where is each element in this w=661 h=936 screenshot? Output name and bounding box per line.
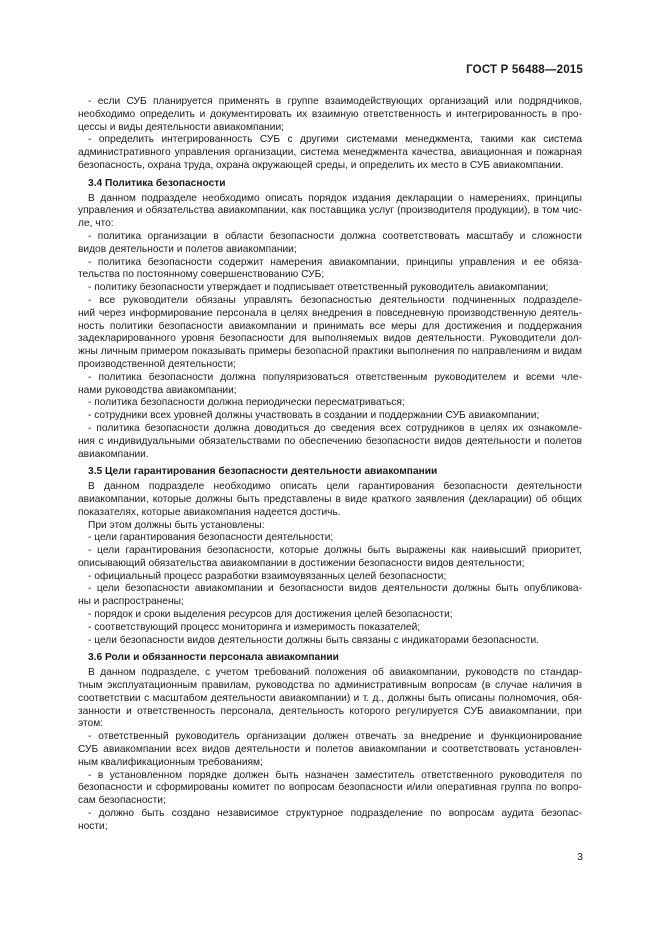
text-line: - если СУБ планируется применять в группе взаимодействующих организаций или подрядчиков,	[88, 96, 582, 107]
paragraph	[78, 770, 582, 808]
paragraph	[78, 410, 582, 423]
text-line: - в установленном порядке должен быть назначен заместитель ответственного руководителя по	[88, 769, 582, 781]
document-body	[78, 96, 582, 834]
text-line: - политика безопасности должна периодически пересматриваться;	[88, 397, 405, 409]
text-line: - сотрудники всех уровней должны участвовать в создании и поддержании СУБ авиакомпании;	[88, 410, 540, 422]
paragraph	[78, 808, 582, 834]
text-line: - политика организации в области безопасности должна соответствовать масштабу и сложности	[88, 230, 582, 242]
text-line: необходимо определить и документировать их взаимную ответственность и интегрированность в про-	[78, 108, 582, 120]
paragraph	[78, 667, 582, 731]
text-line: - цели гарантирования безопасности, которые должны быть выражены как наивысший приоритет,	[88, 545, 582, 557]
text-line: цессы и виды деятельности авиакомпании;	[78, 121, 284, 133]
paragraph	[78, 545, 582, 571]
paragraph	[78, 372, 582, 398]
text-line: показателях, которые авиакомпания надеется достичь.	[78, 506, 341, 518]
text-line: этом:	[78, 718, 104, 730]
text-line: СУБ авиакомпании всех видов деятельности и полетов авиакомпании и соответствовать установлен-	[78, 744, 582, 756]
paragraph	[78, 423, 582, 461]
paragraph	[78, 134, 582, 172]
text-line: административного управления организации, система менеджмента качества, авиационная и пожарная	[78, 147, 582, 159]
paragraph	[78, 397, 582, 410]
text-line: жны личным примером показывать примеры безопасной практики выполнения по направлениям и видам	[78, 346, 582, 358]
text-line: занности и ответственность персонала, деятельность которого регулируется СУБ авиакомпании, при	[78, 705, 582, 717]
text-line: При этом должны быть установлены:	[88, 519, 265, 531]
text-line: видов деятельности и полетов авиакомпании;	[78, 243, 297, 255]
text-line: ле, что:	[78, 218, 114, 230]
text-line: безопасность, охрана труда, охрана окружающей среды, и определить их место в СУБ авиакомпании.	[78, 159, 564, 171]
text-line: ны и распространены;	[78, 596, 184, 608]
text-line: сам безопасности;	[78, 795, 166, 807]
text-line: - ответственный руководитель организации должен отвечать за внедрение и функционирование	[88, 731, 582, 743]
text-line: - определить интегрированность СУБ с другими системами менеджмента, такими как система	[88, 134, 582, 146]
text-line: тельства по постоянному совершенствованию СУБ;	[78, 269, 325, 281]
text-line: - цели безопасности видов деятельности должны быть связаны с индикаторами безопасности.	[88, 634, 539, 646]
text-line: нами руководства авиакомпании;	[78, 384, 237, 396]
paragraph	[78, 622, 582, 635]
paragraph	[78, 532, 582, 545]
paragraph	[78, 481, 582, 519]
paragraph	[78, 583, 582, 609]
text-line: - все руководители обязаны управлять безопасностью деятельности подчиненных подразделе-	[88, 294, 582, 306]
text-line: - цели безопасности авиакомпании и безопасности видов деятельности должны быть опубликова-	[88, 583, 582, 595]
paragraph	[78, 731, 582, 769]
section-heading: 3.4 Политика безопасности	[88, 177, 226, 189]
text-line: - должно быть создано независимое структурное подразделение по вопросам аудита безопас-	[88, 808, 582, 820]
text-line: - официальный процесс разработки взаимоувязанных целей безопасности;	[88, 570, 447, 582]
text-line: соответствии с масштабом деятельности авиакомпании) и т. д., должны быть описаны полномочия, обя-	[78, 692, 582, 704]
text-line: задекларированного уровня безопасности для выполняемых видов деятельности. Руководители дол-	[78, 333, 582, 345]
text-line: ний через информирование персонала в целях внедрения в повседневную производственную деятель-	[78, 307, 582, 319]
text-line: производственной деятельности;	[78, 358, 236, 370]
paragraph	[78, 231, 582, 257]
page-number: 3	[577, 851, 583, 863]
paragraph	[78, 96, 582, 134]
text-line: - политика безопасности должна доводиться до сведения всех сотрудников в целях их ознакомле-	[88, 422, 582, 434]
paragraph	[78, 609, 582, 622]
text-line: - порядок и сроки выделения ресурсов для достижения целей безопасности;	[88, 609, 453, 621]
text-line: управления и обязательства авиакомпании, как поставщика услуг (производителя продукции), в том чис-	[78, 205, 582, 217]
text-line: авиакомпании.	[78, 448, 149, 460]
text-line: В данном подразделе необходимо описать цели гарантирования безопасности деятельности	[88, 481, 582, 493]
text-line: тным эксплуатационным правилам, руководства по административным вопросам (в случае наличия в	[78, 680, 582, 692]
text-line: безопасности и сформированы комитет по вопросам безопасности и/или оперативная группа по вопро-	[78, 782, 582, 794]
text-line: В данном подразделе, с учетом требований положения об авиакомпании, руководств по стандар-	[88, 667, 582, 679]
paragraph	[78, 571, 582, 584]
paragraph	[78, 295, 582, 372]
text-line: - политика безопасности содержит намерения авиакомпании, принципы управления и ее обяза-	[88, 256, 582, 268]
text-line: - политику безопасности утверждает и подписывает ответственный руководитель авиакомпании;	[88, 282, 549, 294]
text-line: - политика безопасности должна популяризоваться ответственным руководителем и всеми чле-	[88, 371, 582, 383]
text-line: - цели гарантирования безопасности деятельности;	[88, 532, 334, 544]
text-line: - соответствующий процесс мониторинга и измеримость показателей;	[88, 621, 421, 633]
section-heading: 3.6 Роли и обязанности персонала авиакомпании	[88, 652, 339, 664]
text-line: ность политики безопасности авиакомпании и принимать все меры для достижения и поддержания	[78, 320, 582, 332]
text-line: авиакомпании, которые должны быть представлены в виде краткого заявления (декларации) об общих	[78, 493, 582, 505]
paragraph	[78, 193, 582, 231]
text-line: ности;	[78, 820, 108, 832]
text-line: ным квалификационным требованиям;	[78, 756, 263, 768]
paragraph	[78, 520, 582, 533]
paragraph	[78, 257, 582, 283]
section-heading: 3.5 Цели гарантирования безопасности деятельности авиакомпании	[88, 466, 438, 478]
text-line: ния с индивидуальными обязательствами по обеспечению безопасности видов деятельности и полетов	[78, 435, 582, 447]
paragraph	[78, 282, 582, 295]
document-header: ГОСТ Р 56488—2015	[466, 64, 583, 76]
text-line: описывающий обязательства авиакомпании в достижении безопасности видов деятельности;	[78, 557, 525, 569]
paragraph	[78, 635, 582, 648]
text-line: В данном подразделе необходимо описать порядок издания декларации о намерениях, принципы	[88, 192, 582, 204]
